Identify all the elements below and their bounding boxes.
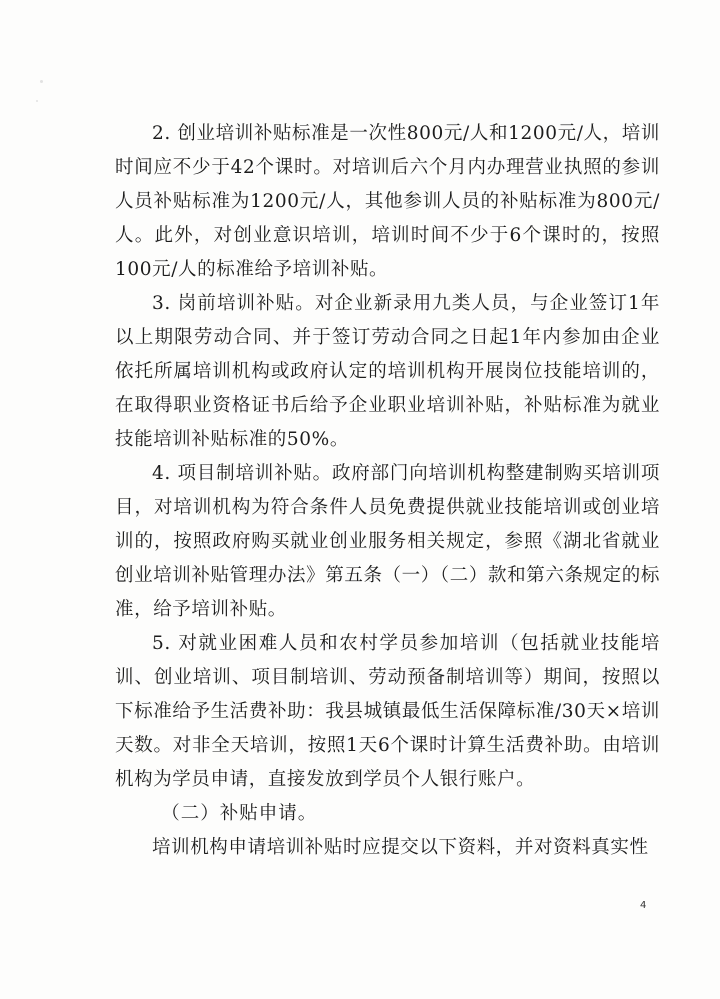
paragraph-item-4: 4. 项目制培训补贴。政府部门向培训机构整建制购买培训项目，对培训机构为符合条件人员免费提供就业技能培训或创业培训的，按照政府购买就业创业服务相关规定，参照《湖北省就业创业培训补贴管理办法》第五条（一）（二）款和第六条规定的标准，给予培训补贴。 [115,463,660,620]
paragraph-item-3: 3. 岗前培训补贴。对企业新录用九类人员，与企业签订1年以上期限劳动合同、并于签订劳动合同之日起1年内参加由企业依托所属培训机构或政府认定的培训机构开展岗位技能培训的，在取得职业资格证书后给予企业职业培训补贴，补贴标准为就业技能培训补贴标准的50%。 [115,293,660,450]
scan-speck [40,80,43,83]
section-heading: （二）补贴申请。 [161,803,318,824]
paragraph-item-2: 2. 创业培训补贴标准是一次性800元/人和1200元/人，培训时间应不少于42个课时。对培训后六个月内办理营业执照的参训人员补贴标准为1200元/人，其他参训人员的补贴标准为800元/人。此外，对创业意识培训，培训时间不少于6个课时的，按照100元/人的标准给予培训补贴。 [115,123,660,280]
document-body [115,117,660,865]
page-number: 4 [640,900,647,911]
scan-speck [36,100,38,102]
paragraph-continuation: 培训机构申请培训补贴时应提交以下资料，并对资料真实性 [152,837,649,858]
paragraph-item-5: 5. 对就业困难人员和农村学员参加培训（包括就业技能培训、创业培训、项目制培训、劳动预备制培训等）期间，按照以下标准给予生活费补助：我县城镇最低生活保障标准/30天×培训天数。对非全天培训，按照1天6个课时计算生活费补助。由培训机构为学员申请，直接发放到学员个人银行账户。 [115,633,660,790]
